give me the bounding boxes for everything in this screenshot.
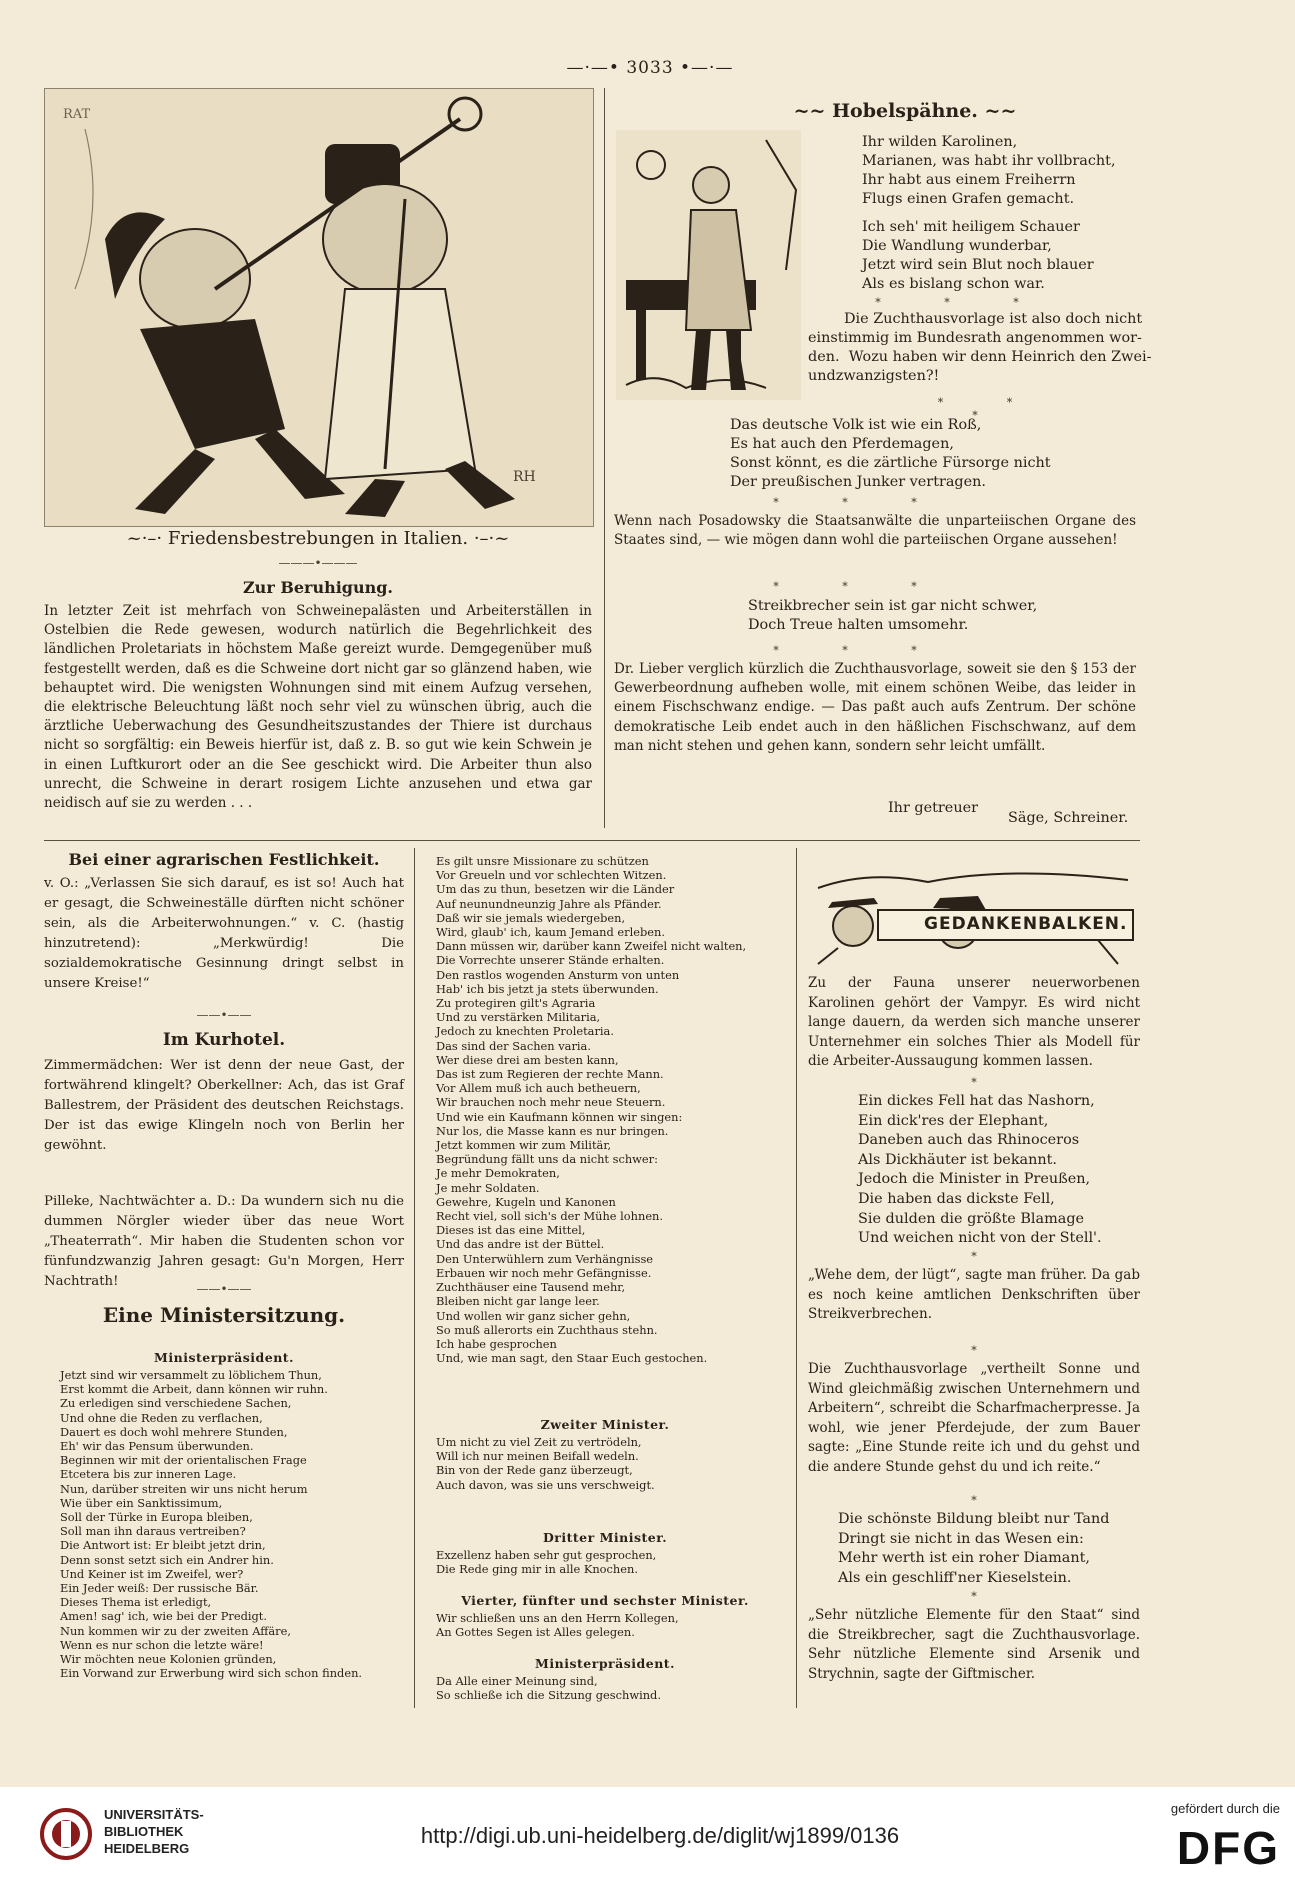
festlichkeit-title: Bei einer agrarischen Festlichkeit.	[68, 850, 380, 869]
section-stars-2: * * *	[937, 396, 1043, 422]
role-vierter-fuenfter-sechster: Vierter, fünfter und sechster Minister.	[461, 1593, 749, 1608]
zur-beruhigung-text: In letzter Zeit ist mehrfach von Schweinepalästen und Arbeiterställen in Ostelbien die Rede gewesen, wodurch natürlich die Begehrlichkeit des ländlichen Proletariats in höchstem Maße gereizt wurde. Demgegenüber muß festgestellt werden, daß es die Schweine dort nicht gar so glänzend haben, wie behauptet wird. Die wenigsten Wohnungen sind mit einem Aufzug versehen, die elektrische Beleuchtung läßt noch sehr viel zu wünschen übrig, auch die ärztliche Ueberwachung des Gesundheitszustandes der Thiere ist durchaus nicht so sorgfältig: ein Beweis hierfür ist, daß z. B. so gut wie kein Schwein je in einen Luftkurort oder an die See geschickt wird. Die Arbeiter thun also unrecht, die Schweine in derart rosigem Lichte anzusehen und etwa gar neidisch auf sie zu werden . . .	[44, 603, 592, 812]
page-number: —·—• 3033 •—·—	[566, 58, 734, 78]
library-name-line-2: BIBLIOTHEK	[104, 1824, 184, 1839]
artist-signature-right: RH	[513, 469, 536, 485]
funding-note: gefördert durch die	[1170, 1801, 1280, 1816]
gedankenbalken-header	[808, 858, 1140, 966]
permalink-url[interactable]: http://digi.ub.uni-heidelberg.de/diglit/wj1899/0136	[420, 1823, 900, 1848]
carpenter-drawing	[616, 130, 801, 400]
kurhotel-title: Im Kurhotel.	[162, 1030, 286, 1050]
ministersitzung-verse-1: Jetzt sind wir versammelt zu löblichem Thun, Erst kommt die Arbeit, dann können wir ruhn. Zu erledigen sind verschiedene Sachen, Und ohne die Reden zu verflachen, Dauert es doch wohl mehrere Stunden, Eh' wir das Pensum überwunden. Beginnen wir mit der orientalischen Frage Etcetera bis zur inneren Lage. Nun, darüber streiten wir uns nicht herum Wie über ein Sanktissimum, Soll der Türke in Europa bleiben, Soll man ihn daraus vertreiben? Die Antwort ist: Er bleibt jetzt drin, Denn sonst setzt sich ein Andrer hin. Und Keiner ist im Zweifel, wer? Ein Jeder weiß: Der russische Bär. Dieses Thema ist erledigt, Amen! sag' ich, wie bei der Predigt. Nun kommen wir zu der zweiten Affäre, Wenn es nur schon die letzte wäre! Wir möchten neue Kolonien gründen, Ein Vorwand zur Erwerbung wird sich schon finden.	[60, 1368, 363, 1681]
closing-greeting: Ihr getreuer	[888, 800, 978, 816]
divider: ——•——	[196, 1282, 252, 1296]
hobelspaehne-stanza-2: Ich seh' mit heiligem Schauer Die Wandlung wunderbar, Jetzt wird sein Blut noch blauer Als es bislang schon war.	[862, 219, 1094, 292]
section-stars-1: * * *	[875, 296, 1049, 309]
hobelspaehne-prose-1	[808, 310, 1151, 386]
zur-beruhigung-title: Zur Beruhigung.	[243, 578, 393, 597]
section-stars-3: * * *	[773, 496, 947, 509]
hobelspaehne-prose-1-line-1: Die Zuchthausvorlage ist also doch nicht	[844, 311, 1143, 327]
library-name-line-3: HEIDELBERG	[104, 1841, 190, 1856]
gedankenbalken-prose-3: Die Zuchthausvorlage „vertheilt Sonne und Wind gleichmäßig zwischen Unternehmern und Arbeitern“, schreibt die Scharfmacherpresse. Ja wohl, wie jener Pferdejude, der zum Bauer sagte: „Eine Stunde reite ich und du gehst und die andere Stunde gehst du und ich reite.“	[808, 1361, 1140, 1475]
gedankenbalken-prose-2: „Wehe dem, der lügt“, sagte man früher. Da gab es noch keine amtlichen Denkschriften über Streikverbrechen.	[808, 1267, 1140, 1323]
hobelspaehne-prose-1-line-2: einstimmig im Bundesrath angenommen wor-	[808, 330, 1142, 346]
gedankenbalken-poem-2: Die schönste Bildung bleibt nur Tand Dringt sie nicht in das Wesen ein: Mehr werth ist ein roher Diamant, Als ein geschliff'ner Kieselstein.	[838, 1511, 1110, 1586]
gedankenbalken-star-1: *	[971, 1076, 977, 1089]
hobelspaehne-prose-3: Dr. Lieber verglich kürzlich die Zuchthausvorlage, soweit sie den § 153 der Gewerbeordnung aufheben wolle, mit einem schönen Weibe, das leider in einem Fischschwanz endige. — Das paßt auch aufs Zentrum. Der schöne demokratische Leib endet auch in den häßlichen Fischschwanz, auf dem man nicht stehen und gehen kann, sondern sehr leicht umfällt.	[614, 661, 1136, 754]
ministersitzung-title: Eine Ministersitzung.	[102, 1303, 346, 1327]
gedankenbalken-poem-1: Ein dickes Fell hat das Nashorn, Ein dick'res der Elephant, Daneben auch das Rhinoceros Als Dickhäuter ist bekannt. Jedoch die Minister in Preußen, Die haben das dickste Fell, Sie dulden die größte Blamage Und weichen nicht von der Stell'.	[858, 1093, 1102, 1247]
hobelspaehne-prose-2: Wenn nach Posadowsky die Staatsanwälte die unparteiischen Organe des Staates sind, — wie mögen dann wohl die parteiischen Organe aussehen!	[614, 513, 1136, 548]
section-stars-5: * * *	[773, 644, 947, 657]
ministersitzung-verse-4: Wir schließen uns an den Herrn Kollegen, An Gottes Segen ist Alles gelegen.	[436, 1611, 679, 1640]
column-rule-left	[414, 848, 415, 1708]
dfg-logo: DFG	[1176, 1822, 1280, 1874]
column-rule-top	[604, 88, 605, 828]
carpenter-illustration	[616, 130, 801, 400]
horizontal-rule	[44, 840, 1140, 841]
gedankenbalken-prose-4: „Sehr nützliche Elemente für den Staat“ sind die Streikbrecher, sagt die Zuchthausvorlage. Sehr nützliche Elemente sind Arsenik und Strychnin, sagte der Giftmischer.	[808, 1607, 1140, 1682]
column-rule-right	[796, 848, 797, 1708]
role-zweiter-minister: Zweiter Minister.	[540, 1417, 670, 1432]
role-ministerpraesident-2: Ministerpräsident.	[535, 1656, 675, 1671]
gedankenbalken-star-3: *	[971, 1344, 977, 1357]
author-signature: Säge, Schreiner.	[1008, 810, 1129, 826]
gedankenbalken-star-4: *	[971, 1494, 977, 1507]
gedankenbalken-drawing	[808, 858, 1140, 966]
festlichkeit-text: v. O.: „Verlassen Sie sich darauf, es ist so! Auch hat er gesagt, die Schweineställe dürften nicht schöner sein, als die Arbeiterwohnungen.“ v. C. (hastig hinzutretend): „Merkwürdig! Die sozialdemokratische Gesinnung dringt selbst in unsere Kreise!“	[44, 876, 404, 991]
cartoon-drawing	[45, 89, 593, 526]
artist-signature-left: RAT	[63, 107, 91, 122]
cartoon-friedensbestrebungen	[44, 88, 594, 527]
gedankenbalken-banner: GEDANKENBALKEN.	[924, 914, 1128, 934]
kurhotel-text-1: Zimmermädchen: Wer ist denn der neue Gast, der fortwährend klingelt? Oberkellner: Ach, das ist Graf Ballestrem, der Präsident des deutschen Reichstags. Der ist das ewige Klingeln noch von Berlin her gewöhnt.	[44, 1058, 404, 1153]
hobelspaehne-prose-1-line-4: undzwanzigsten?!	[808, 368, 940, 384]
role-dritter-minister: Dritter Minister.	[542, 1530, 668, 1545]
divider: ——•——	[196, 1008, 252, 1022]
cartoon-caption: ~·–· Friedensbestrebungen in Italien. ·–·~	[126, 528, 510, 549]
kurhotel-text-2: Pilleke, Nachtwächter a. D.: Da wundern sich nu die dummen Nörgler wieder über das neue Wort „Theaterrath“. Mir haben die Studenten schon vor fünfundzwanzig Jahren gesagt: Gu'n Morgen, Herr Nachtrath!	[44, 1194, 404, 1289]
university-seal-icon	[40, 1803, 92, 1865]
digitization-footer	[0, 1787, 1295, 1883]
library-name-line-1: UNIVERSITÄTS-	[104, 1807, 204, 1822]
ministersitzung-verse-1b: Es gilt unsre Missionare zu schützen Vor Greueln und vor schlechten Witzen. Um das zu thun, besetzen wir die Länder Auf neunundneunzig Jahre als Pfänder. Daß wir sie jemals wiedergeben, Wird, glaub' ich, kaum Jemand erleben. Dann müssen wir, darüber kann Zweifel nicht walten, Die Vorrechte unserer Stände erhalten. Den rastlos wogenden Ansturm von unten Hab' ich bis jetzt ja stets überwunden. Zu protegiren gilt's Agraria Und zu verstärken Militaria, Jedoch zu knechten Proletaria. Das sind der Sachen varia. Wer diese drei am besten kann, Das ist zum Regieren der rechte Mann. Vor Allem muß ich auch betheuern, Wir brauchen noch mehr neue Steuern. Und wie ein Kaufmann können wir singen: Nur los, die Masse kann es nur bringen. Jetzt kommen wir zum Militär, Begründung fällt uns da nicht schwer: Je mehr Demokraten, Je mehr Soldaten. Gewehre, Kugeln und Kanonen Recht viel, soll sich's der Mühe lohnen. Dieses ist das eine Mittel, Und das andre ist der Büttel. Den Unterwühlern zum Verhängnisse Erbauen wir noch mehr Gefängnisse. Zuchthäuser eine Tausend mehr, Bleiben nicht gar lange leer. Und wollen wir ganz sicher gehn, So muß allerorts ein Zuchthaus stehn. Ich habe gesprochen Und, wie man sagt, den Staar Euch gestochen.	[436, 854, 747, 1366]
ministersitzung-verse-2: Um nicht zu viel Zeit zu vertrödeln, Will ich nur meinen Beifall wedeln. Bin von der Rede ganz überzeugt, Auch davon, was sie uns verschweigt.	[436, 1435, 655, 1492]
role-ministerpraesident-1: Ministerpräsident.	[154, 1350, 294, 1365]
section-stars-4: * * *	[773, 580, 947, 593]
hobelspaehne-prose-1-line-3: den. Wozu haben wir denn Heinrich den Zwei-	[808, 349, 1152, 365]
hobelspaehne-stanza-3: Das deutsche Volk ist wie ein Roß, Es hat auch den Pferdemagen, Sonst könnt, es die zärtliche Fürsorge nicht Der preußischen Junker vertragen.	[730, 417, 1051, 490]
ministersitzung-verse-3: Exzellenz haben sehr gut gesprochen, Die Rede ging mir in alle Knochen.	[436, 1548, 657, 1577]
gedankenbalken-prose-1: Zu der Fauna unserer neuerworbenen Karolinen gehört der Vampyr. Es wird nicht lange dauern, da werden sich manche unserer Unternehmer ein solches Thier als Modell für die Arbeiter-Aussaugung kommen lassen.	[808, 975, 1140, 1070]
gedankenbalken-star-2: *	[971, 1250, 977, 1263]
hobelspaehne-stanza-1: Ihr wilden Karolinen, Marianen, was habt ihr vollbracht, Ihr habt aus einem Freiherrn Flugs einen Grafen gemacht.	[862, 134, 1116, 207]
hobelspaehne-stanza-4: Streikbrecher sein ist gar nicht schwer, Doch Treue halten umsomehr.	[748, 598, 1038, 633]
hobelspaehne-title: ~~ Hobelspähne. ~~	[793, 100, 1017, 122]
gedankenbalken-star-5: *	[971, 1590, 977, 1603]
divider: ———•———	[278, 556, 358, 570]
ministersitzung-verse-5: Da Alle einer Meinung sind, So schließe ich die Sitzung geschwind.	[436, 1674, 661, 1703]
